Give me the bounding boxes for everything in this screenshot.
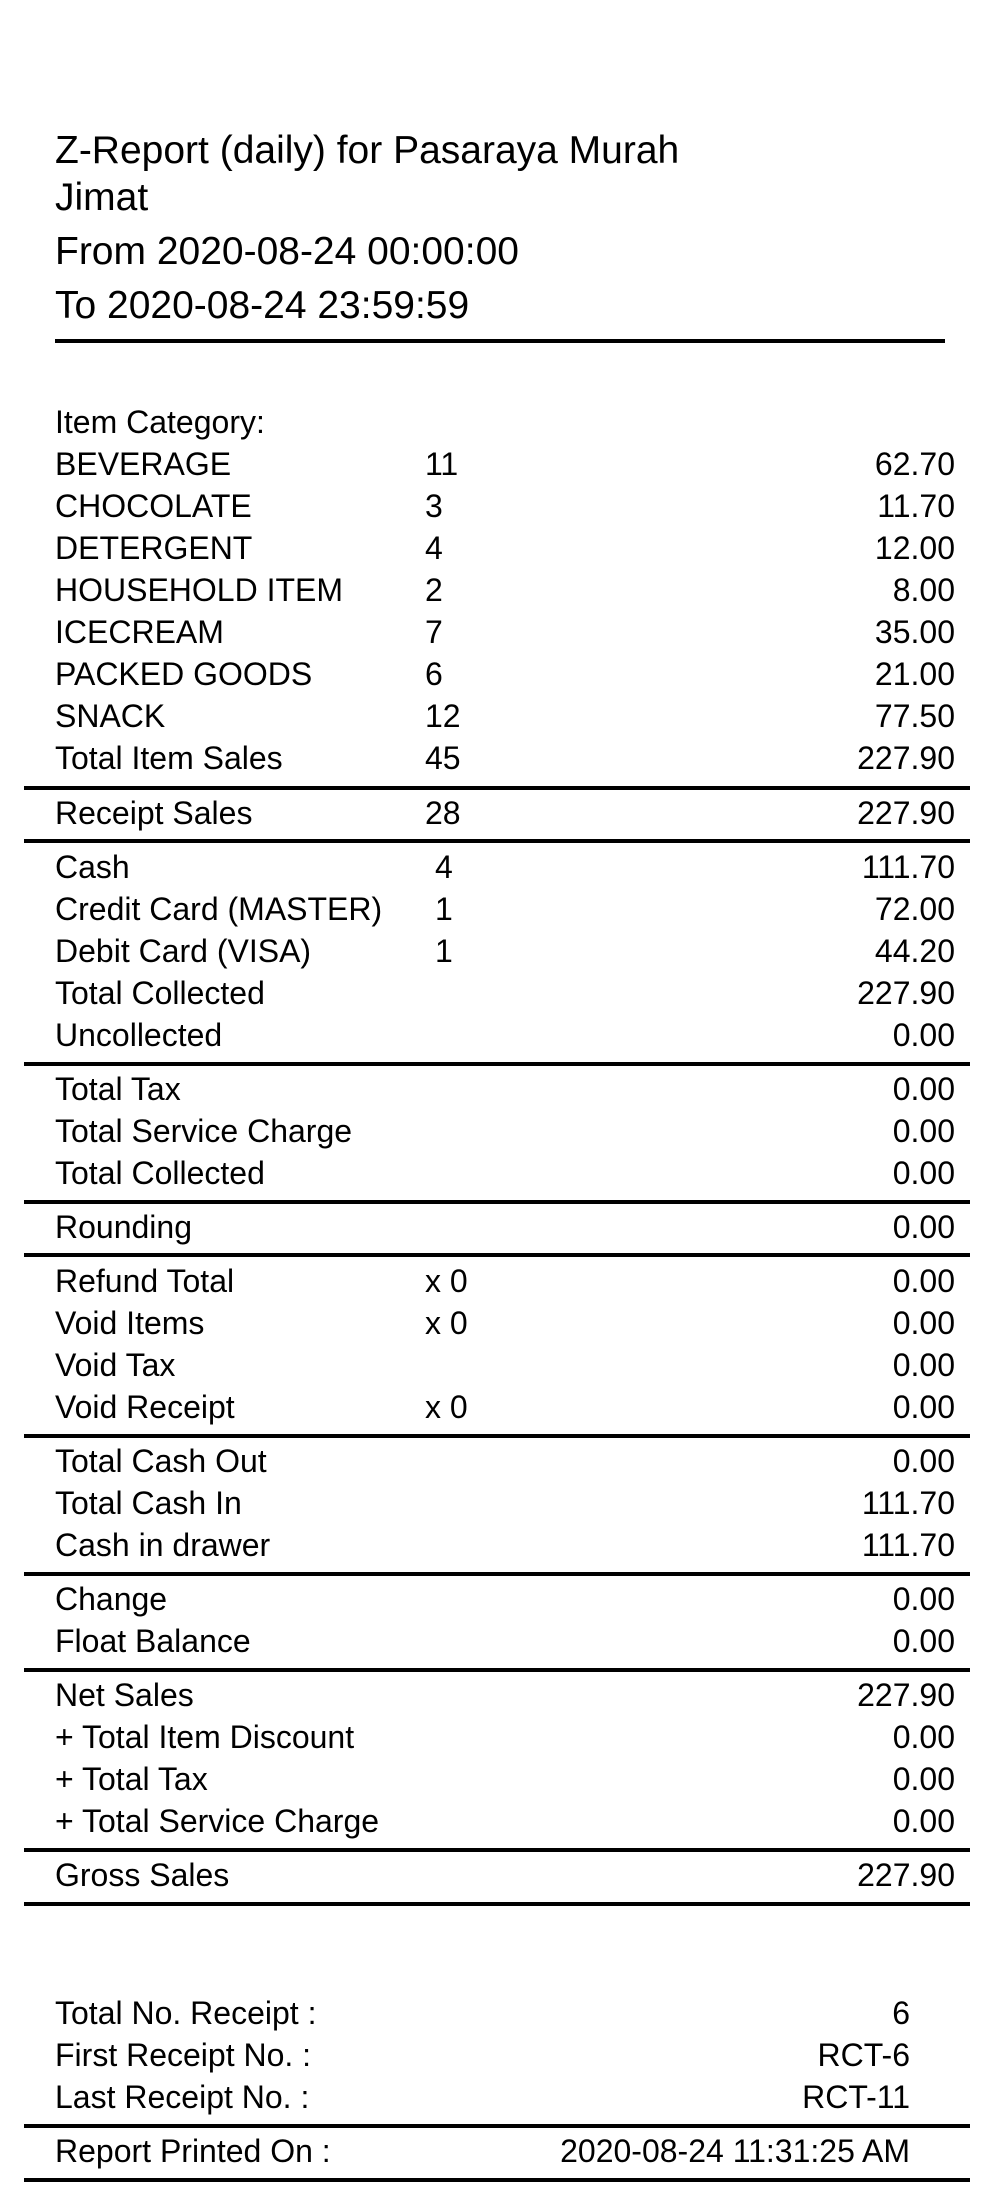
total-tax-label: Total Tax [55, 1071, 181, 1107]
service-charge-row [55, 1110, 955, 1152]
last-receipt-value: RCT-11 [802, 2079, 910, 2115]
payment-amount: 44.20 [874, 933, 955, 969]
total-item-sales-row [55, 737, 955, 779]
receipt-sales-count: 28 [425, 795, 461, 831]
section-divider [24, 1902, 970, 1906]
category-label: SNACK [55, 698, 166, 734]
category-count: 7 [425, 614, 443, 650]
payment-count: 4 [435, 849, 453, 885]
category-count: 2 [425, 572, 443, 608]
net-tax-amount: 0.00 [892, 1761, 955, 1797]
category-heading [55, 401, 955, 443]
change-row [55, 1578, 955, 1620]
net-service-charge-row [55, 1800, 955, 1842]
category-amount: 35.00 [874, 614, 955, 650]
category-amount: 8.00 [892, 572, 955, 608]
section-divider [24, 786, 970, 790]
header-divider [55, 339, 945, 343]
rounding-amount: 0.00 [892, 1209, 955, 1245]
net-sales-amount: 227.90 [857, 1677, 955, 1713]
cash-in-label: Total Cash In [55, 1485, 242, 1521]
payment-row [55, 846, 955, 888]
category-amount: 62.70 [874, 446, 955, 482]
section-divider [24, 1572, 970, 1576]
receipt-sales-row [55, 792, 955, 834]
total-receipts-value: 6 [892, 1995, 910, 2031]
category-row [55, 485, 955, 527]
void-receipt-label: Void Receipt [55, 1389, 235, 1425]
change-amount: 0.00 [892, 1581, 955, 1617]
category-row [55, 527, 955, 569]
void-receipt-row [55, 1386, 955, 1428]
cash-drawer-row [55, 1524, 955, 1566]
item-discount-amount: 0.00 [892, 1719, 955, 1755]
total-receipts-label: Total No. Receipt : [55, 1995, 317, 2031]
refund-total-count: x 0 [425, 1263, 468, 1299]
float-balance-label: Float Balance [55, 1623, 251, 1659]
printed-on-label: Report Printed On : [55, 2133, 331, 2169]
section-divider [24, 1200, 970, 1204]
net-service-charge-amount: 0.00 [892, 1803, 955, 1839]
report-title-line2: Jimat [55, 176, 149, 219]
payment-label: Cash [55, 849, 130, 885]
section-divider [24, 839, 970, 843]
category-label: CHOCOLATE [55, 488, 252, 524]
total-collected-label: Total Collected [55, 975, 265, 1011]
cash-in-amount: 111.70 [861, 1485, 955, 1521]
net-sales-label: Net Sales [55, 1677, 194, 1713]
uncollected-row [55, 1014, 955, 1056]
category-label: DETERGENT [55, 530, 253, 566]
cash-out-amount: 0.00 [892, 1443, 955, 1479]
net-tax-label: + Total Tax [55, 1761, 208, 1797]
uncollected-amount: 0.00 [892, 1017, 955, 1053]
refund-total-row [55, 1260, 955, 1302]
category-count: 4 [425, 530, 443, 566]
item-discount-label: + Total Item Discount [55, 1719, 355, 1755]
receipt-sales-label: Receipt Sales [55, 795, 253, 831]
net-sales-row [55, 1674, 955, 1716]
refund-total-label: Refund Total [55, 1263, 235, 1299]
payment-count: 1 [435, 891, 453, 927]
section-divider [24, 1253, 970, 1257]
cash-in-row [55, 1482, 955, 1524]
report-from-date: From 2020-08-24 00:00:00 [55, 230, 519, 273]
payment-count: 1 [435, 933, 453, 969]
total-tax-amount: 0.00 [892, 1071, 955, 1107]
void-items-label: Void Items [55, 1305, 205, 1341]
total-item-sales-amount: 227.90 [857, 740, 955, 776]
last-receipt-label: Last Receipt No. : [55, 2079, 310, 2115]
cash-out-row [55, 1440, 955, 1482]
void-items-count: x 0 [425, 1305, 468, 1341]
total-tax-row [55, 1068, 955, 1110]
cash-drawer-label: Cash in drawer [55, 1527, 271, 1563]
service-charge-label: Total Service Charge [55, 1113, 353, 1149]
category-label: ICECREAM [55, 614, 224, 650]
payment-label: Debit Card (VISA) [55, 933, 312, 969]
category-amount: 12.00 [874, 530, 955, 566]
rounding-row [55, 1206, 955, 1248]
void-items-row [55, 1302, 955, 1344]
section-divider [24, 1848, 970, 1852]
first-receipt-label: First Receipt No. : [55, 2037, 312, 2073]
category-amount: 77.50 [874, 698, 955, 734]
first-receipt-value: RCT-6 [817, 2037, 910, 2073]
category-row [55, 695, 955, 737]
void-tax-amount: 0.00 [892, 1347, 955, 1383]
section-divider [24, 1062, 970, 1066]
printed-on-value: 2020-08-24 11:31:25 AM [560, 2133, 910, 2169]
total-collected-row [55, 972, 955, 1014]
category-heading-label: Item Category: [55, 404, 265, 440]
section-divider [24, 1668, 970, 1672]
total-item-sales-count: 45 [425, 740, 461, 776]
report-to-date: To 2020-08-24 23:59:59 [55, 284, 470, 327]
report-title-line1: Z-Report (daily) for Pasaraya Murah [55, 129, 680, 172]
category-amount: 11.70 [877, 488, 955, 524]
section-divider [24, 2124, 970, 2128]
item-discount-row [55, 1716, 955, 1758]
refund-total-amount: 0.00 [892, 1263, 955, 1299]
tax-total-collected-row [55, 1152, 955, 1194]
tax-total-collected-label: Total Collected [55, 1155, 265, 1191]
section-divider [24, 2178, 970, 2182]
payment-row [55, 888, 955, 930]
void-receipt-amount: 0.00 [892, 1389, 955, 1425]
section-divider [24, 1434, 970, 1438]
service-charge-amount: 0.00 [892, 1113, 955, 1149]
void-items-amount: 0.00 [892, 1305, 955, 1341]
category-row [55, 569, 955, 611]
category-label: PACKED GOODS [55, 656, 313, 692]
category-row [55, 443, 955, 485]
category-count: 3 [425, 488, 443, 524]
tax-total-collected-amount: 0.00 [892, 1155, 955, 1191]
void-tax-label: Void Tax [55, 1347, 176, 1383]
payment-amount: 72.00 [874, 891, 955, 927]
total-collected-amount: 227.90 [857, 975, 955, 1011]
category-count: 6 [425, 656, 443, 692]
category-amount: 21.00 [874, 656, 955, 692]
rounding-label: Rounding [55, 1209, 192, 1245]
receipt-sales-amount: 227.90 [857, 795, 955, 831]
total-item-sales-label: Total Item Sales [55, 740, 283, 776]
void-tax-row [55, 1344, 955, 1386]
category-count: 12 [425, 698, 461, 734]
payment-label: Credit Card (MASTER) [55, 891, 383, 927]
total-receipts-row [55, 1992, 910, 2034]
net-tax-row [55, 1758, 955, 1800]
category-label: HOUSEHOLD ITEM [55, 572, 344, 608]
float-balance-amount: 0.00 [892, 1623, 955, 1659]
change-label: Change [55, 1581, 168, 1617]
last-receipt-row [55, 2076, 910, 2118]
category-row [55, 653, 955, 695]
printed-on-row [55, 2130, 910, 2172]
category-count: 11 [425, 446, 459, 482]
category-row [55, 611, 955, 653]
gross-sales-row [55, 1854, 955, 1896]
category-label: BEVERAGE [55, 446, 232, 482]
uncollected-label: Uncollected [55, 1017, 223, 1053]
payment-row [55, 930, 955, 972]
void-receipt-count: x 0 [425, 1389, 468, 1425]
cash-out-label: Total Cash Out [55, 1443, 267, 1479]
cash-drawer-amount: 111.70 [861, 1527, 955, 1563]
gross-sales-label: Gross Sales [55, 1857, 230, 1893]
net-service-charge-label: + Total Service Charge [55, 1803, 380, 1839]
float-balance-row [55, 1620, 955, 1662]
payment-amount: 111.70 [861, 849, 955, 885]
gross-sales-amount: 227.90 [857, 1857, 955, 1893]
first-receipt-row [55, 2034, 910, 2076]
